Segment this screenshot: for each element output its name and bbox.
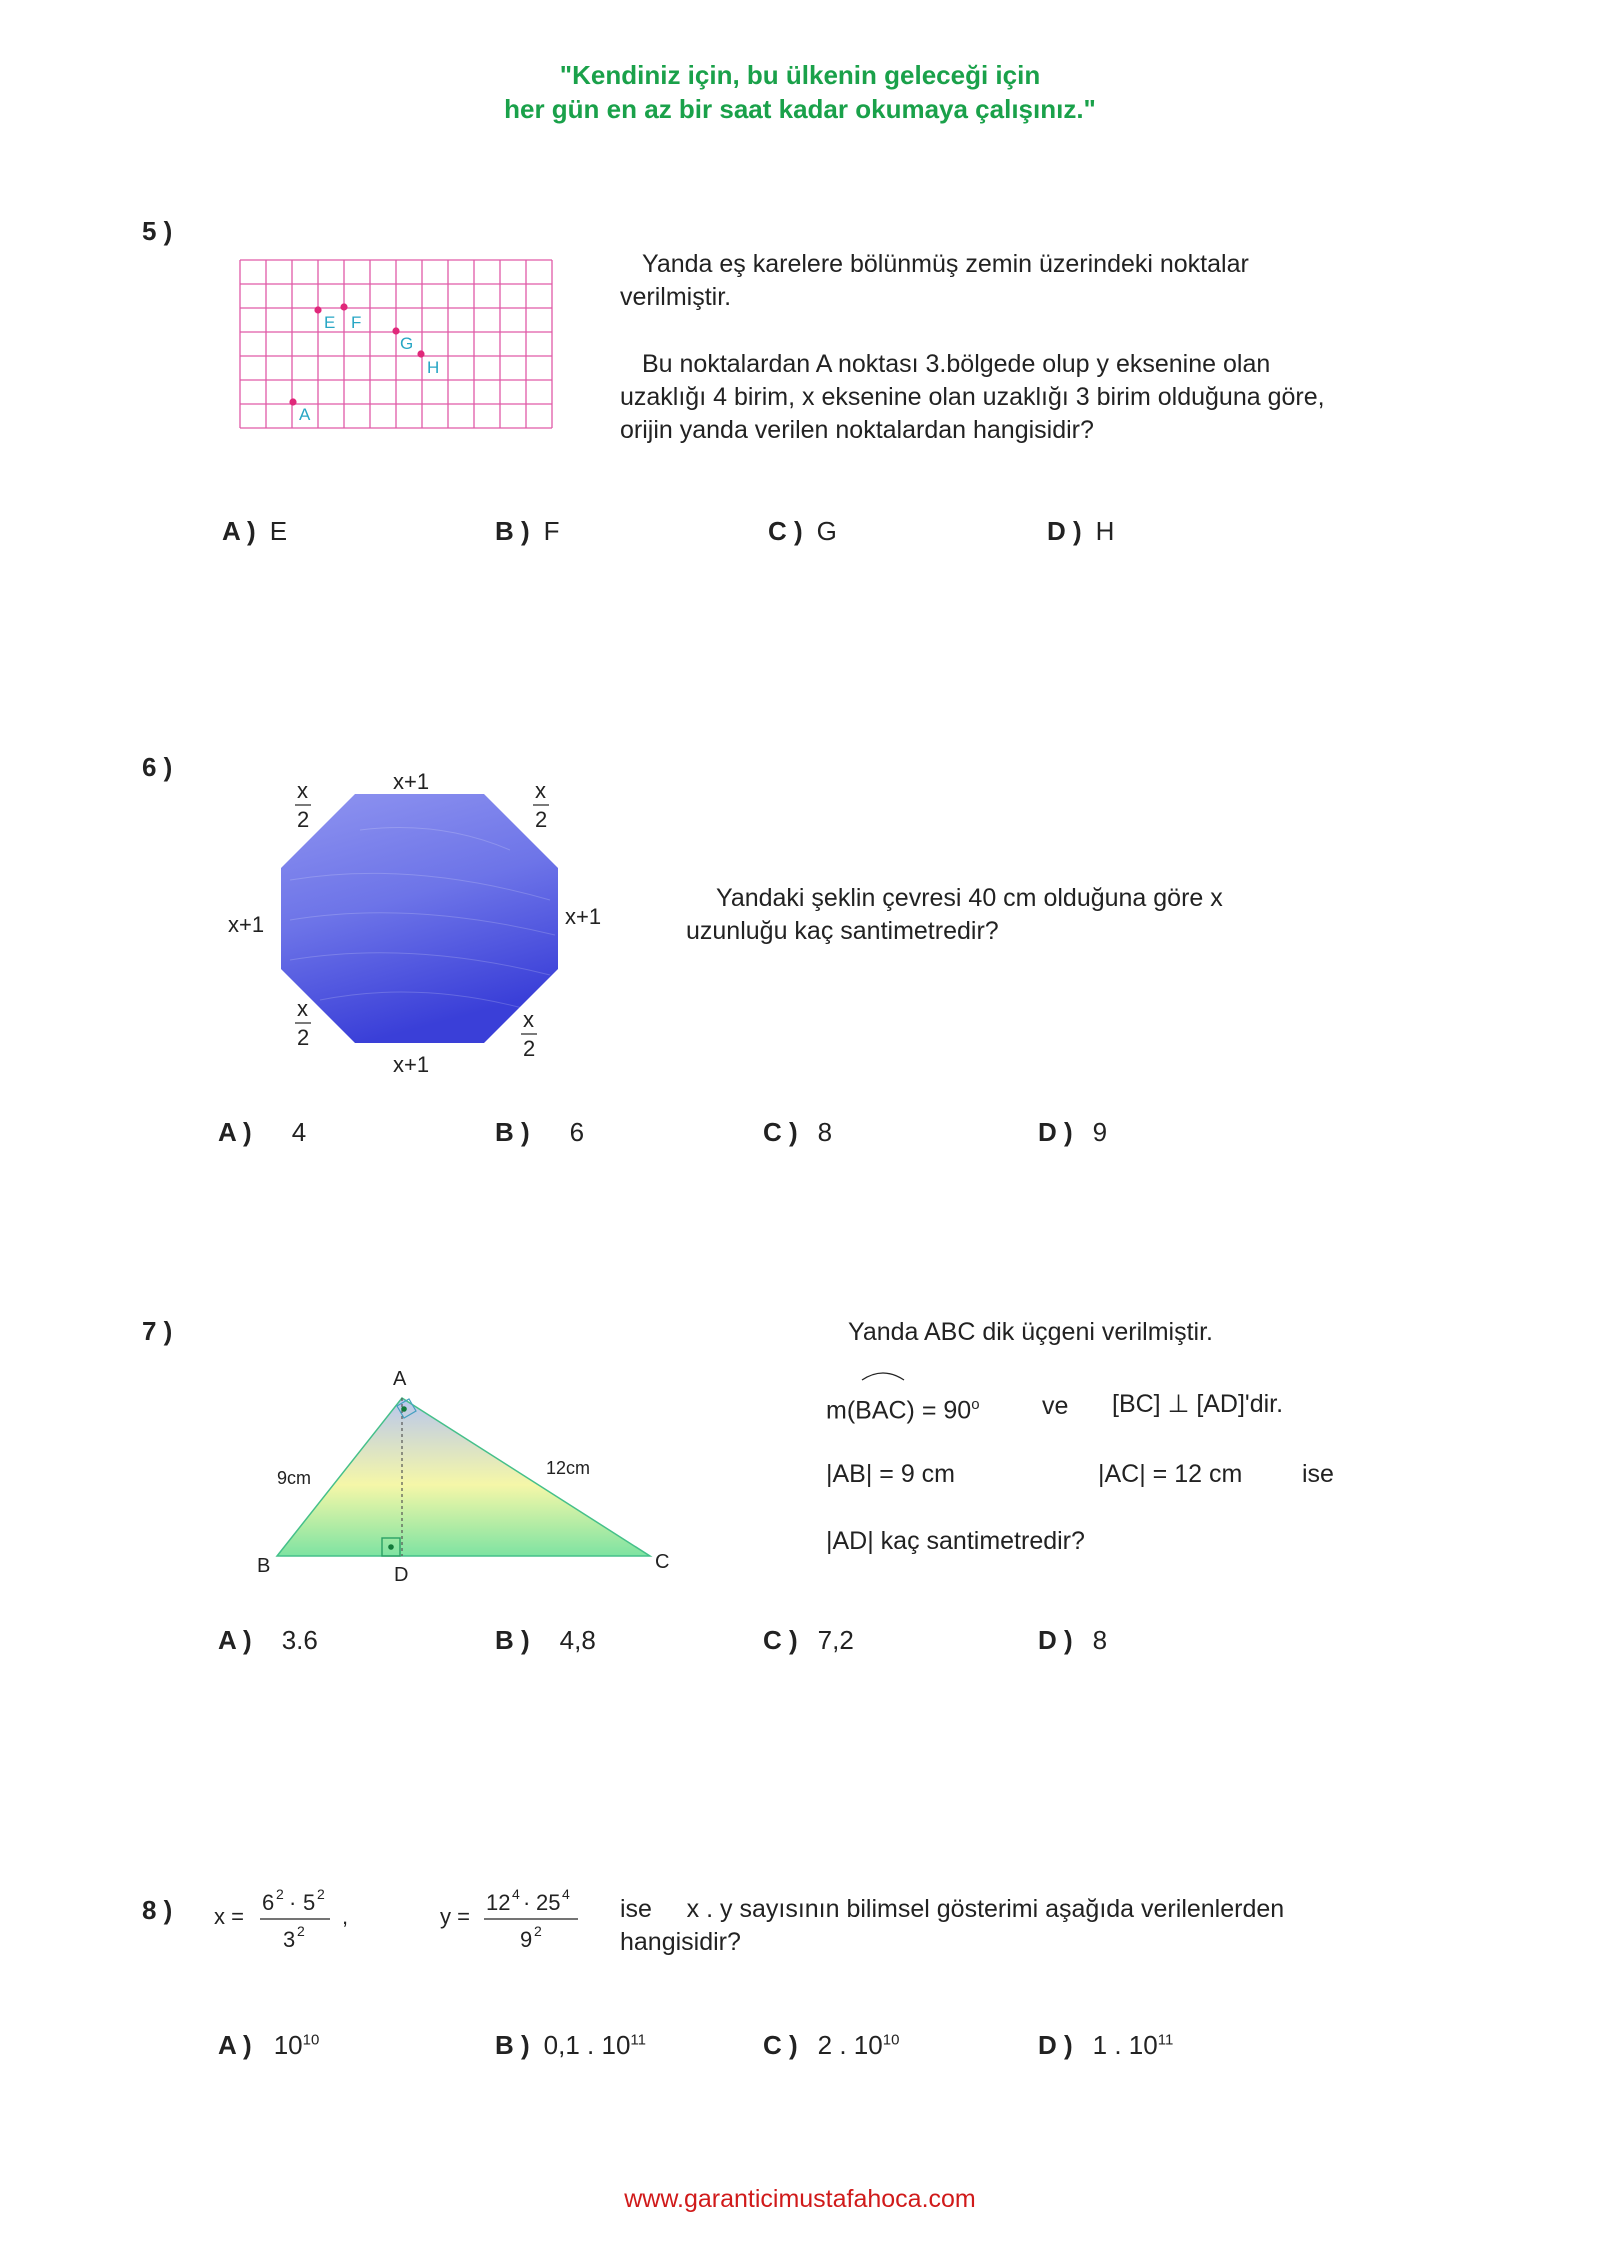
comma: , xyxy=(342,1904,349,1929)
option-letter: A ) xyxy=(218,1625,252,1655)
vertex-b-label: B xyxy=(257,1555,271,1577)
option-letter: A ) xyxy=(222,516,256,546)
q7-ac: |AC| = 12 cm xyxy=(1098,1460,1243,1488)
x-den-exp: 2 xyxy=(297,1923,305,1939)
vertex-a-label: A xyxy=(393,1368,407,1390)
y-den: 9 xyxy=(520,1927,533,1952)
y-lhs: y = xyxy=(440,1904,470,1929)
y-num-a: 12 xyxy=(486,1890,511,1915)
option-base: 0,1 . 10 xyxy=(543,2030,631,2060)
label-bottom-side: x+1 xyxy=(393,1052,430,1077)
point-f-label: F xyxy=(351,313,362,332)
label-bottomright-num: x xyxy=(523,1007,534,1032)
q5-option-b[interactable] xyxy=(495,516,560,547)
label-topleft-num: x xyxy=(297,778,308,803)
point-h-label: H xyxy=(427,358,440,377)
option-base: 1 . 10 xyxy=(1092,2030,1158,2060)
label-bottomright-den: 2 xyxy=(523,1036,536,1061)
option-letter: D ) xyxy=(1038,1117,1073,1147)
q7-ise: ise xyxy=(1302,1460,1334,1488)
point-g-label: G xyxy=(400,334,414,353)
option-letter: C ) xyxy=(763,2030,798,2060)
y-num-b: 25 xyxy=(536,1890,561,1915)
y-dot: · xyxy=(523,1890,531,1915)
motto-line-2: her gün en az bir saat kadar okumaya çalışınız." xyxy=(504,94,1096,124)
option-value: 8 xyxy=(817,1117,833,1147)
perp-symbol: ⊥ xyxy=(1167,1390,1190,1418)
q7-question: |AD| kaç santimetredir? xyxy=(826,1527,1085,1555)
q8-option-b[interactable] xyxy=(495,2030,646,2061)
label-right-side: x+1 xyxy=(565,904,602,929)
option-letter: A ) xyxy=(218,1117,252,1147)
option-letter: D ) xyxy=(1038,1625,1073,1655)
x-lhs: x = xyxy=(214,1904,244,1929)
q5-option-c[interactable] xyxy=(768,516,837,547)
y-num-b-exp: 4 xyxy=(562,1886,570,1902)
option-value: 4 xyxy=(291,1117,307,1147)
vertex-d-label: D xyxy=(394,1564,409,1586)
perp-right: [AD]'dir. xyxy=(1196,1390,1284,1418)
q6-octagon-figure xyxy=(210,760,640,1090)
point-h-dot xyxy=(417,350,424,357)
option-value: 6 xyxy=(569,1117,585,1147)
q6-option-a[interactable] xyxy=(218,1117,306,1148)
q7-and: ve xyxy=(1042,1392,1069,1420)
question-5-number: 5 ) xyxy=(142,216,173,246)
option-letter: C ) xyxy=(763,1117,798,1147)
label-topleft-den: 2 xyxy=(297,807,310,832)
point-e-label: E xyxy=(324,313,336,332)
triangle-abc xyxy=(277,1398,650,1556)
option-value: F xyxy=(543,516,560,546)
q5-paragraph-2-line-3: orijin yanda verilen noktalardan hangisidir? xyxy=(620,416,1094,444)
option-letter: B ) xyxy=(495,516,530,546)
q7-intro: Yanda ABC dik üçgeni verilmiştir. xyxy=(848,1318,1213,1346)
q6-paragraph-line-2: uzunluğu kaç santimetredir? xyxy=(686,917,999,945)
label-top-side: x+1 xyxy=(393,769,430,794)
option-exp: 10 xyxy=(882,2031,900,2049)
label-topright-num: x xyxy=(535,778,546,803)
y-den-exp: 2 xyxy=(534,1923,542,1939)
motto-line-1: "Kendiniz için, bu ülkenin geleceği için xyxy=(559,60,1041,90)
q7-option-b[interactable] xyxy=(495,1625,596,1656)
q7-option-c[interactable] xyxy=(763,1625,854,1656)
arc-symbol xyxy=(860,1370,906,1382)
q8-x-formula xyxy=(210,1880,360,1960)
q6-option-c[interactable] xyxy=(763,1117,832,1148)
option-letter: B ) xyxy=(495,1625,530,1655)
degree-sign: o xyxy=(971,1396,980,1413)
x-dot: · xyxy=(289,1890,297,1915)
option-exp: 11 xyxy=(630,2031,646,2049)
option-value: 9 xyxy=(1092,1117,1108,1147)
option-letter: C ) xyxy=(768,516,803,546)
option-letter: D ) xyxy=(1047,516,1082,546)
q5-grid-figure xyxy=(238,258,558,430)
option-letter: A ) xyxy=(218,2030,252,2060)
option-exp: 10 xyxy=(302,2031,320,2049)
option-value: E xyxy=(269,516,288,546)
option-value: G xyxy=(816,516,837,546)
point-f-dot xyxy=(340,303,347,310)
q5-paragraph-1-line-2: verilmiştir. xyxy=(620,283,732,311)
q5-paragraph-2-line-2: uzaklığı 4 birim, x eksenine olan uzaklığı 3 birim olduğuna göre, xyxy=(620,383,1325,411)
q7-angle-statement xyxy=(826,1388,980,1427)
x-num-a-exp: 2 xyxy=(276,1886,284,1902)
question-8-number: 8 ) xyxy=(142,1895,173,1925)
q7-option-d[interactable] xyxy=(1038,1625,1107,1656)
q8-option-d[interactable] xyxy=(1038,2030,1173,2061)
q7-ab: |AB| = 9 cm xyxy=(826,1460,956,1488)
x-num-b-exp: 2 xyxy=(317,1886,325,1902)
q7-option-a[interactable] xyxy=(218,1625,318,1656)
footer-url[interactable]: www.garanticimustafahoca.com xyxy=(624,2185,976,2213)
side-ab-length: 9cm xyxy=(277,1468,312,1488)
question-7-number: 7 ) xyxy=(142,1316,173,1346)
label-topright-den: 2 xyxy=(535,807,548,832)
q7-perp-statement xyxy=(1112,1388,1283,1421)
x-num-b: 5 xyxy=(303,1890,316,1915)
option-value: 8 xyxy=(1092,1625,1108,1655)
perp-left: [BC] xyxy=(1112,1390,1161,1418)
point-g-dot xyxy=(392,327,399,334)
q6-paragraph-line-1: Yandaki şeklin çevresi 40 cm olduğuna göre x xyxy=(716,884,1223,912)
option-value: H xyxy=(1095,516,1115,546)
q6-option-d[interactable] xyxy=(1038,1117,1107,1148)
side-ac-length: 12cm xyxy=(546,1458,591,1478)
option-letter: B ) xyxy=(495,1117,530,1147)
q7-triangle-figure xyxy=(240,1360,690,1590)
q8-text-line-2: hangisidir? xyxy=(620,1928,741,1956)
option-value: 4,8 xyxy=(559,1625,596,1655)
q5-option-d[interactable] xyxy=(1047,516,1114,547)
angle-text: m(BAC) = 90 xyxy=(826,1396,972,1425)
vertex-c-label: C xyxy=(655,1551,670,1573)
option-base: 2 . 10 xyxy=(817,2030,883,2060)
q8-option-c[interactable] xyxy=(763,2030,899,2061)
q6-option-b[interactable] xyxy=(495,1117,584,1148)
option-value: 3.6 xyxy=(281,1625,318,1655)
q5-paragraph-2-line-1: Bu noktalardan A noktası 3.bölgede olup y eksenine olan xyxy=(642,350,1271,378)
q5-paragraph-1-line-1: Yanda eş karelere bölünmüş zemin üzerindeki noktalar xyxy=(642,250,1249,278)
point-a-dot xyxy=(289,398,296,405)
q8-option-a[interactable] xyxy=(218,2030,319,2061)
x-den: 3 xyxy=(283,1927,296,1952)
point-a-label: A xyxy=(299,405,311,424)
option-letter: D ) xyxy=(1038,2030,1073,2060)
y-num-a-exp: 4 xyxy=(512,1886,520,1902)
x-num-a: 6 xyxy=(262,1890,275,1915)
q5-option-a[interactable] xyxy=(222,516,287,547)
option-value: 7,2 xyxy=(817,1625,854,1655)
q8-y-formula xyxy=(436,1880,596,1960)
label-bottomleft-num: x xyxy=(297,996,308,1021)
octagon-shape xyxy=(281,794,558,1043)
label-bottomleft-den: 2 xyxy=(297,1025,310,1050)
q8-text-line-1: ise x . y sayısının bilimsel gösterimi aşağıda verilenlerden xyxy=(620,1895,1285,1923)
option-base: 10 xyxy=(273,2030,303,2060)
option-letter: B ) xyxy=(495,2030,530,2060)
option-letter: C ) xyxy=(763,1625,798,1655)
question-6-number: 6 ) xyxy=(142,752,173,782)
option-exp: 11 xyxy=(1157,2031,1174,2049)
label-left-side: x+1 xyxy=(228,912,265,937)
point-e-dot xyxy=(314,306,321,313)
